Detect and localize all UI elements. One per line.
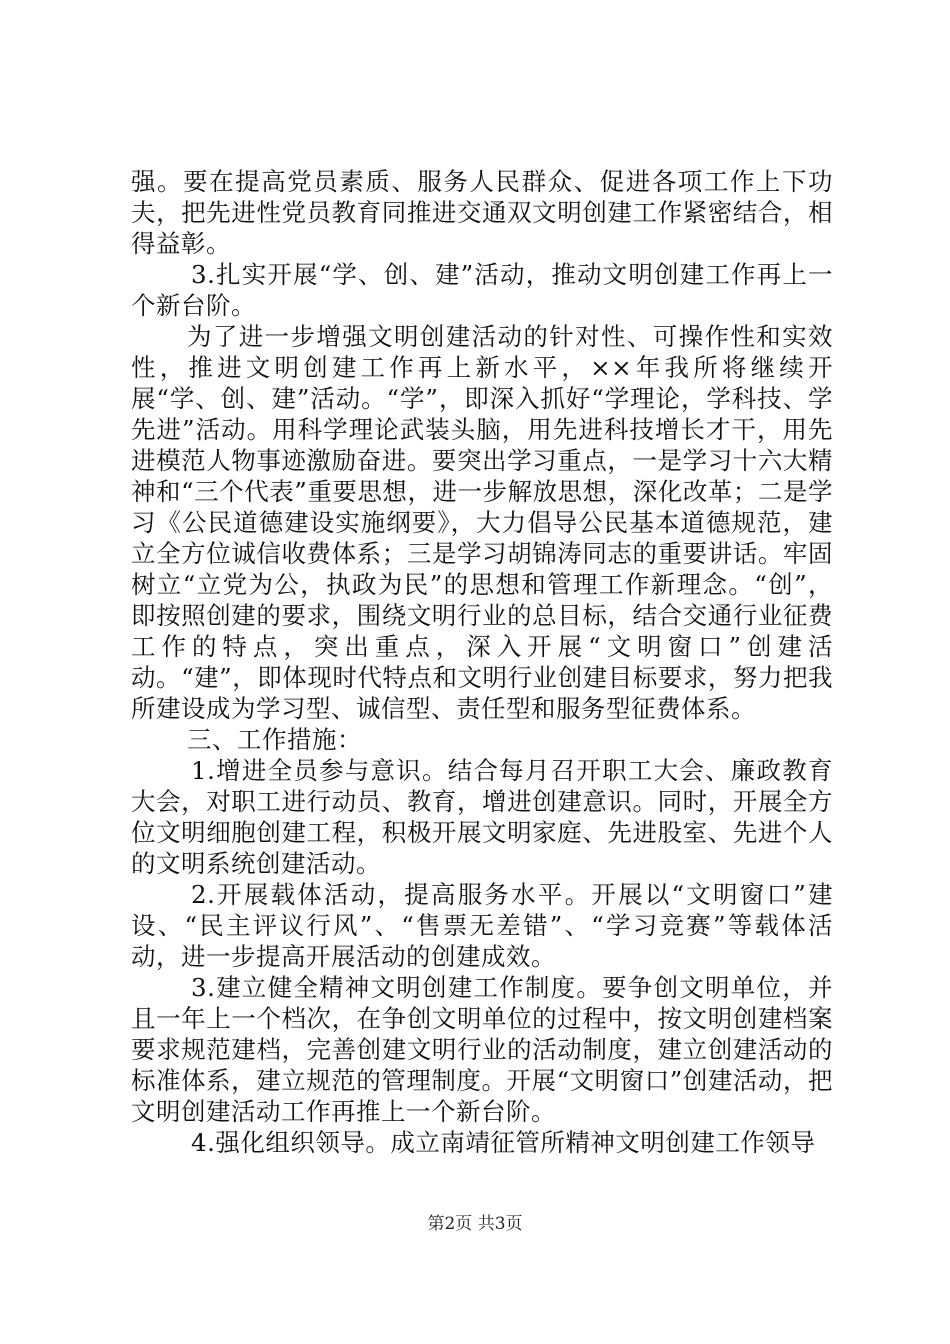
paragraph-learn-create-build: 为了进一步增强文明创建活动的针对性、可操作性和实效性，推进文明创建工作再上新水平，××年我所将继续开展“学、创、建”活动。“学”，即深入抓好“学理论，学科技、学先进”活动。用科学理论武装头脑，用先进科技增长才干，用先进模范人物事迹激励奋进。要突出学习重点，一是学习十六大精神和“三个代表”重要思想，进一步解放思想，深化改革；二是学习《公民道德建设实施纲要》，大力倡导公民基本道德规范，建立全方位诚信收费体系；三是学习胡锦涛同志的重要讲话。牢固树立“立党为公，执政为民”的思想和管理工作新理念。“创”，即按照创建的要求，围绕文明行业的总目标，结合交通行业征费工作的特点，突出重点，深入开展“文明窗口”创建活动。“建”，即体现时代特点和文明行业创建目标要求，努力把我所建设成为学习型、诚信型、责任型和服务型征费体系。 — [131, 322, 833, 723]
paragraph-measure-3: 3.建立健全精神文明创建工作制度。要争创文明单位，并且一年上一个档次，在争创文明单位的过程中，按文明创建档案要求规范建档，完善创建文明行业的活动制度，建立创建活动的标准体系，建立规范的管理制度。开展“文明窗口”创建活动，把文明创建活动工作再推上一个新台阶。 — [131, 973, 833, 1126]
section-heading-work-measures: 三、工作措施： — [187, 725, 362, 754]
paragraph-continuation: 强。要在提高党员素质、服务人民群众、促进各项工作上下功夫，把先进性党员教育同推进交通双文明创建工作紧密结合，相得益彰。 — [131, 167, 833, 258]
paragraph-item-3-heading: 3.扎实开展“学、创、建”活动，推动文明创建工作再上一个新台阶。 — [131, 260, 833, 320]
document-body — [131, 166, 833, 1158]
page-footer: 第2页 共3页 — [427, 1214, 523, 1234]
paragraph-measure-2: 2.开展载体活动，提高服务水平。开展以“文明窗口”建设、“民主评议行风”、“售票无差错”、“学习竞赛”等载体活动，进一步提高开展活动的创建成效。 — [131, 880, 833, 971]
paragraph-measure-1: 1.增进全员参与意识。结合每月召开职工大会、廉政教育大会，对职工进行动员、教育，增进创建意识。同时，开展全方位文明细胞创建工程，积极开展文明家庭、先进股室、先进个人的文明系统创建活动。 — [131, 756, 833, 878]
paragraph-measure-4: 4.强化组织领导。成立南靖征管所精神文明创建工作领导 — [191, 1128, 816, 1157]
